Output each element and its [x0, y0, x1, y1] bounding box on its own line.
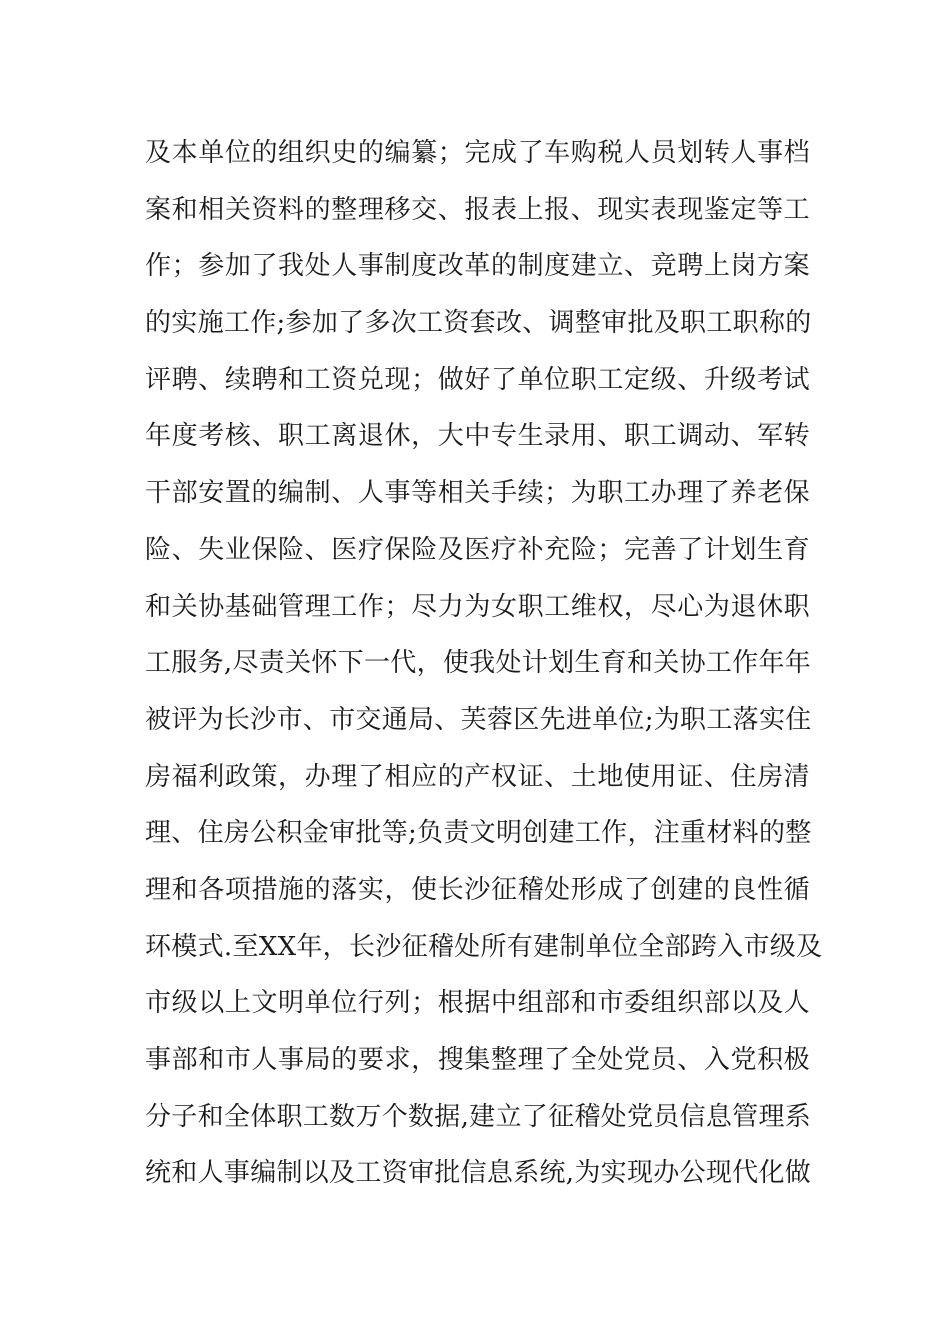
body-paragraph — [145, 125, 823, 1202]
text-line: 干部安置的编制、人事等相关手续；为职工办理了养老保 — [145, 478, 810, 509]
text-line: 及本单位的组织史的编纂；完成了车购税人员划转人事档 — [145, 138, 810, 168]
text-line: 事部和市人事局的要求，搜集整理了全处党员、入党积极 — [145, 1045, 810, 1075]
text-line: 险、失业保险、医疗保险及医疗补充险；完善了计划生育 — [145, 534, 810, 565]
text-line: 被评为长沙市、市交通局、芙蓉区先进单位;为职工落实住 — [145, 704, 812, 735]
text-line: 环模式.至XX年，长沙征稽处所有建制单位全部跨入市级及 — [145, 931, 823, 962]
text-line: 评聘、续聘和工资兑现；做好了单位职工定级、升级考试 — [145, 364, 810, 395]
text-line: 的实施工作;参加了多次工资套改、调整审批及职工职称的 — [145, 308, 812, 339]
text-line: 市级以上文明单位行列；根据中组部和市委组织部以及人 — [145, 988, 810, 1019]
text-line: 和关协基础管理工作；尽力为女职工维权，尽心为退休职 — [145, 591, 810, 622]
text-line: 案和相关资料的整理移交、报表上报、现实表现鉴定等工 — [145, 194, 810, 225]
text-line: 统和人事编制以及工资审批信息系统,为实现办公现代化做 — [145, 1158, 812, 1189]
text-line: 工服务,尽责关怀下一代，使我处计划生育和关协工作年年 — [145, 648, 812, 679]
text-line: 作；参加了我处人事制度改革的制度建立、竞聘上岗方案 — [145, 251, 810, 282]
text-line: 年度考核、职工离退休，大中专生录用、职工调动、军转 — [145, 421, 810, 452]
text-line: 房福利政策，办理了相应的产权证、土地使用证、住房清 — [145, 761, 810, 792]
text-line: 理、住房公积金审批等;负责文明创建工作，注重材料的整 — [145, 818, 812, 849]
text-line: 分子和全体职工数万个数据,建立了征稽处党员信息管理系 — [145, 1101, 812, 1132]
text-line: 理和各项措施的落实，使长沙征稽处形成了创建的良性循 — [145, 874, 810, 905]
